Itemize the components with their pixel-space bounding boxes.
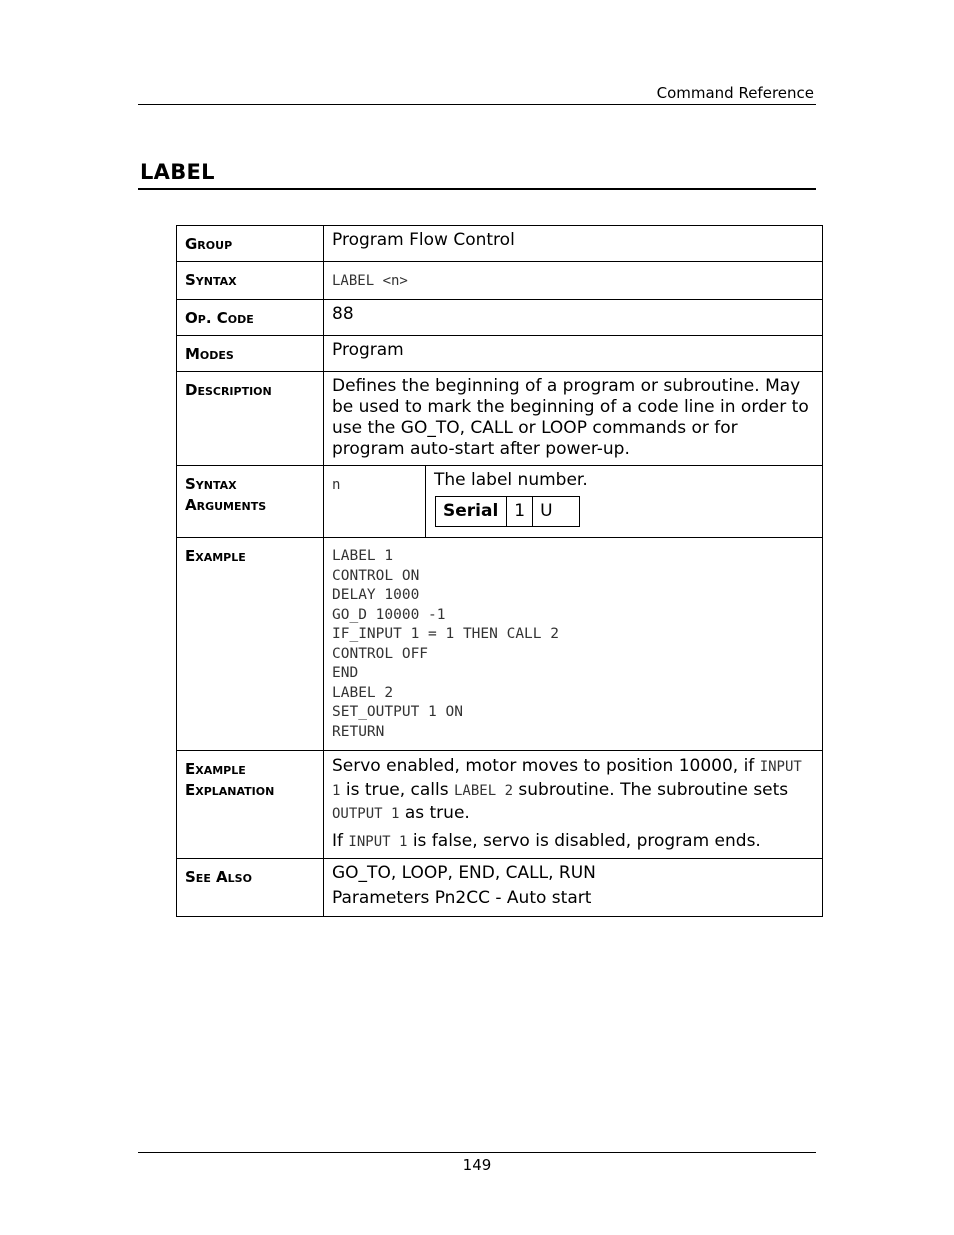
row-description [177,372,823,466]
code-line: CONTROL ON [332,567,420,584]
argument-description [426,466,822,537]
syntax-arguments-label-line2: Arguments [185,496,267,514]
title-rule [138,188,816,190]
code-line: LABEL 2 [332,684,394,701]
example-explanation-value [324,751,823,859]
example-explanation-label [177,751,324,859]
opcode-label: Op. Code [177,300,324,336]
row-opcode [177,300,823,336]
row-syntax [177,262,823,300]
code-line: DELAY 1000 [332,587,420,603]
argument-name-code: n [332,477,341,493]
header-rule [138,104,816,105]
explanation-text: is false, servo is disabled, program ends. [407,830,761,851]
explanation-text: as true. [399,803,470,823]
row-group [177,226,823,262]
group-label: Group [177,226,324,262]
syntax-arguments-cell [324,466,823,538]
serial-label: Serial [436,497,507,527]
see-also-value [324,859,823,917]
code-line: LABEL 1 [332,548,394,564]
code-line: GO_D 10000 -1 [332,606,446,623]
explanation-text: Servo enabled, motor moves to position 10000, if [332,756,760,776]
page-title: LABEL [140,160,215,184]
code-line: CONTROL OFF [332,645,429,662]
syntax-arguments-label [177,466,324,538]
command-reference-table [176,225,823,917]
see-also-label: See Also [177,859,324,917]
code-line: END [332,665,359,681]
syntax-code: LABEL <n> [332,273,408,289]
explanation-code: INPUT 1 [348,833,408,850]
group-value: Program Flow Control [324,226,823,262]
code-line: IF_INPUT 1 = 1 THEN CALL 2 [332,626,559,642]
example-code [324,538,823,751]
explanation-paragraph-1 [332,755,814,826]
explanation-text: subroutine. The subroutine sets [513,779,789,800]
modes-label: Modes [177,336,324,372]
row-see-also [177,859,823,917]
syntax-label: Syntax [177,262,324,300]
argument-description-text: The label number. [434,470,588,490]
code-line: RETURN [332,723,385,740]
example-explanation-label-line2: Explanation [185,781,275,799]
opcode-value: 88 [324,300,823,336]
running-header: Command Reference [656,84,814,102]
example-label: Example [177,538,324,751]
row-example-explanation [177,751,823,859]
row-modes [177,336,823,372]
argument-name [324,466,426,537]
row-syntax-arguments [177,466,823,538]
explanation-code: LABEL 2 [454,782,514,799]
code-line: SET_OUTPUT 1 ON [332,704,463,720]
explanation-code: OUTPUT 1 [332,806,400,822]
syntax-arguments-label-line1: Syntax [185,475,237,493]
see-also-commands: GO_TO, LOOP, END, CALL, RUN [332,863,596,883]
serial-value: 1 [507,497,533,527]
serial-type: U [533,497,579,527]
serial-table [435,496,580,527]
argument-grid [324,466,822,537]
see-also-parameters: Parameters Pn2CC - Auto start [332,888,592,908]
explanation-paragraph-2 [332,830,814,854]
description-value: Defines the beginning of a program or subroutine. May be used to mark the beginning of a code line in order to use the GO_TO, CALL or LOOP commands or for program auto-start after power-up. [324,372,823,466]
modes-value: Program [324,336,823,372]
description-label: Description [177,372,324,466]
page-number: 149 [462,1156,492,1174]
explanation-text: If [332,830,349,851]
explanation-text: is true, calls [340,779,454,800]
explanation-code: INPUT 1 [332,759,802,799]
syntax-value [324,262,823,300]
footer-rule [138,1152,816,1153]
row-example [177,538,823,751]
example-explanation-label-line1: Example [185,760,246,778]
